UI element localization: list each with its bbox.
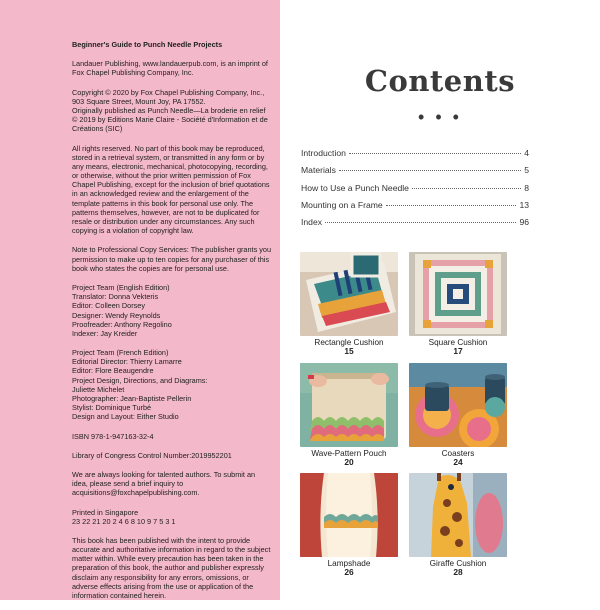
book-title: Beginner's Guide to Punch Needle Projects bbox=[72, 40, 223, 49]
project-card-square-cushion[interactable] bbox=[409, 252, 507, 356]
project-team-english: Project Team (English Edition) Translator: Donna Vekteris Editor: Colleen Dorsey Designer: Wendy Reynolds Proofreader: Anthony Regolino Indexer: Jay Kreider bbox=[72, 282, 172, 338]
project-card-rectangle-cushion[interactable] bbox=[300, 252, 398, 356]
coasters-photo bbox=[409, 363, 507, 447]
toc-page: 96 bbox=[519, 217, 529, 228]
project-name: Giraffe Cushion bbox=[429, 559, 487, 568]
project-page: 24 bbox=[453, 457, 463, 468]
toc-entry-how-to-use[interactable] bbox=[301, 183, 529, 200]
copy-services-note: Note to Professional Copy Services: The publisher grants you permission to make up to ten copies for any purchaser of this book who states the copies are for personal use. bbox=[72, 245, 272, 273]
giraffe-cushion-photo bbox=[409, 473, 507, 557]
project-card-giraffe-cushion[interactable] bbox=[409, 473, 507, 577]
printing-info: Printed in Singapore 23 22 21 20 2 4 6 8 10 9 7 5 3 1 bbox=[72, 507, 176, 526]
dot-leader bbox=[339, 170, 521, 171]
project-name: Square Cushion bbox=[428, 338, 488, 347]
isbn: ISBN 978-1-947163-32-4 bbox=[72, 431, 154, 441]
project-name: Rectangle Cushion bbox=[314, 338, 384, 347]
project-page: 20 bbox=[344, 457, 354, 468]
publisher-imprint: Landauer Publishing, www.landauerpub.com, is an imprint of Fox Chapel Publishing Company, Inc. bbox=[72, 59, 268, 78]
project-page: 17 bbox=[453, 346, 463, 357]
table-of-contents bbox=[301, 148, 529, 234]
copyright-page bbox=[0, 0, 280, 600]
contents-heading: Contents bbox=[364, 64, 516, 98]
toc-title: How to Use a Punch Needle bbox=[301, 182, 409, 193]
wave-pattern-pouch-photo bbox=[300, 363, 398, 447]
project-card-lampshade[interactable] bbox=[300, 473, 398, 577]
project-page: 26 bbox=[344, 567, 354, 578]
project-name: Wave-Pattern Pouch bbox=[311, 449, 387, 458]
toc-page: 8 bbox=[524, 182, 529, 193]
toc-page: 5 bbox=[524, 165, 529, 176]
project-card-wave-pattern-pouch[interactable] bbox=[300, 363, 398, 467]
ornament-dots: • • • bbox=[418, 107, 462, 127]
toc-entry-mounting[interactable] bbox=[301, 200, 529, 217]
toc-page: 4 bbox=[524, 148, 529, 158]
toc-title: Introduction bbox=[301, 148, 346, 158]
lccn: Library of Congress Control Number:2019952201 bbox=[72, 450, 232, 460]
toc-entry-index[interactable] bbox=[301, 217, 529, 234]
project-page: 15 bbox=[344, 346, 354, 357]
dot-leader bbox=[325, 222, 516, 223]
rectangle-cushion-photo bbox=[300, 252, 398, 336]
toc-title: Materials bbox=[301, 165, 336, 176]
project-name: Coasters bbox=[441, 449, 475, 458]
copyright-text-block bbox=[72, 40, 272, 610]
toc-entry-materials[interactable] bbox=[301, 165, 529, 182]
dot-leader bbox=[412, 188, 521, 189]
project-team-french: Project Team (French Edition) Editorial Director: Thierry Lamarre Editor: Flore Beaugendre Project Design, Directions, and Diagrams: Juliette Michelet Photographer: Jean-Baptiste Pellerin Stylist: Dominique Turbé Design and Layout: Either Studio bbox=[72, 348, 208, 422]
contents-page bbox=[280, 0, 600, 600]
toc-title: Mounting on a Frame bbox=[301, 199, 383, 210]
square-cushion-photo bbox=[409, 252, 507, 336]
project-name: Lampshade bbox=[327, 559, 371, 568]
project-card-coasters[interactable] bbox=[409, 363, 507, 467]
copyright-notice: Copyright © 2020 by Fox Chapel Publishing Company, Inc., 903 Square Street, Mount Joy, PA 17552. Originally published as Punch Needle—La broderie en relief © 2019 by Editions Marie Claire - Société d'Information et de Créations (SIC) bbox=[72, 87, 268, 134]
dot-leader bbox=[386, 205, 517, 206]
dot-leader bbox=[349, 153, 521, 154]
disclaimer: This book has been published with the intent to provide accurate and authoritative information in regard to the subject matter within. While every precaution has been taken in the preparation of this book, the author and publisher expressly disclaim any responsibility for any errors, omissions, or adverse effects arising from the use or application of the information contained herein. bbox=[72, 535, 271, 600]
authors-call: We are always looking for talented authors. To submit an idea, please send a brief inquiry to acquisitions@foxchapelpublishing.com. bbox=[72, 469, 256, 498]
toc-title: Index bbox=[301, 217, 323, 228]
rights-reserved: All rights reserved. No part of this book may be reproduced, stored in a retrieval system, or transmitted in any form or by any means, electronic, mechanical, photocopying, recording, or otherwise, without the prior written permission of Fox Chapel Publishing, except for the inclusion of brief quotations in an acknowledged review and the enlargement of the template patterns in this book for personal use only. The patterns themselves, however, are not to be duplicated for resale or distribution under any circumstances. Any such copying is a violation of copyright law. bbox=[72, 143, 270, 236]
toc-page: 13 bbox=[519, 199, 529, 210]
project-page: 28 bbox=[453, 567, 463, 578]
toc-entry-introduction[interactable] bbox=[301, 148, 529, 165]
lampshade-photo bbox=[300, 473, 398, 557]
